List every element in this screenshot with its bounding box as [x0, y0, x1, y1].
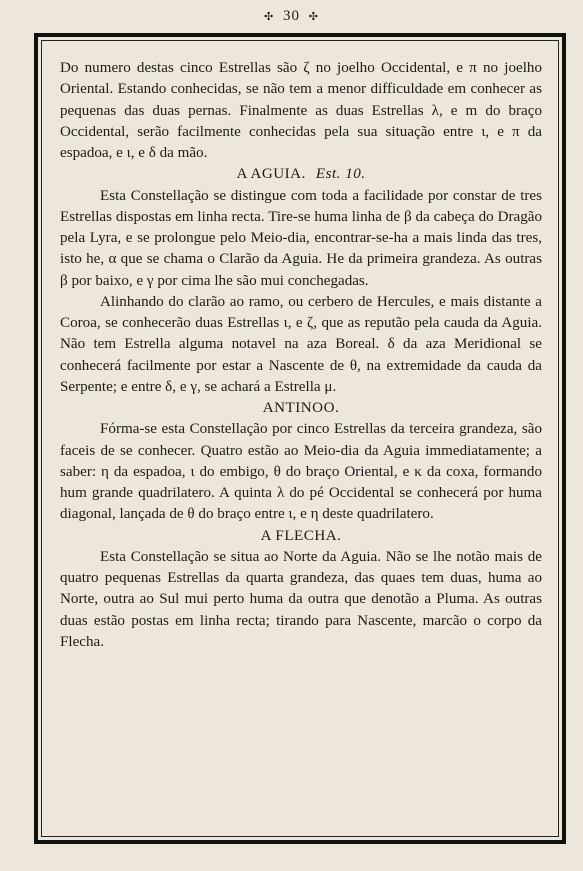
section-heading-aguia — [60, 164, 542, 185]
paragraph-antinoo: Fórma-se esta Constellação por cinco Estrellas da terceira grandeza, são faceis de se conhecer. Quatro estão ao Meio-dia da Aguia immediatamente; a saber: η da espadoa, ι do embigo, θ do braço Oriental, e κ da coxa, formando hum grande quadrilatero. A quinta λ do pé Occidental se conhecerá por huma diagonal, lançada de θ do braço entre ι, e η deste quadrilatero. — [60, 421, 542, 523]
section-heading-antinoo — [60, 398, 542, 419]
paragraph-aguia-1: Esta Constellação se distingue com toda a facilidade por constar de tres Estrellas dispostas em linha recta. Tire-se huma linha de β da cabeça do Dragão pela Lyra, e se prolongue pelo Meio-dia, encontrar-se-ha a mais linda das tres, isto he, α que se chama o Clarão da Aguia. He da primeira grandeza. As outras β por baixo, e γ por cima lhe são mui conchegadas. — [60, 187, 542, 289]
paragraph-hercules-legs: Do numero destas cinco Estrellas são ζ no joelho Occidental, e π no joelho Oriental. Estando conhecidas, se não tem a menor difficuldade em conhecer as pequenas das duas pernas. Finalmente as duas Estrellas λ, e m do braço Occidental, serão facilmente conhecidas pela sua situação entre ι, e π da espadoa, e ι, e δ da mão. — [60, 60, 542, 161]
page-number: 30 — [283, 8, 300, 24]
section-heading-flecha — [60, 526, 542, 547]
section-title-aguia: A AGUIA. — [236, 166, 306, 183]
plate-reference: Est. 10. — [315, 166, 366, 183]
page-content — [60, 58, 542, 828]
page-header — [0, 8, 583, 28]
ornament-left-icon: ✣ — [264, 11, 275, 23]
ornament-right-icon: ✣ — [308, 11, 319, 23]
section-title-antinoo: ANTINOO. — [262, 400, 340, 416]
paragraph-aguia-2: Alinhando do clarão ao ramo, ou cerbero de Hercules, e mais distante a Coroa, se conhecerão duas Estrellas ι, e ζ, que as reputão pela cauda da Aguia. Não tem Estrella alguma notavel na aza Boreal. δ da aza Meridional se conhecerá facilmente por estar a Nascente de θ, na extremidade da cauda da Serpente; e entre δ, e γ, se achará a Estrella μ. — [60, 293, 542, 395]
section-title-flecha: A FLECHA. — [260, 527, 342, 544]
paragraph-flecha: Esta Constellação se situa ao Norte da Aguia. Não se lhe notão mais de quatro pequenas Estrellas da quarta grandeza, das quaes tem duas, huma ao Norte, outra ao Sul mui perto huma da outra que denotão a Pluma. As outras duas estão postas em linha recta; tirando para Nascente, marcão o corpo da Flecha. — [60, 548, 542, 650]
